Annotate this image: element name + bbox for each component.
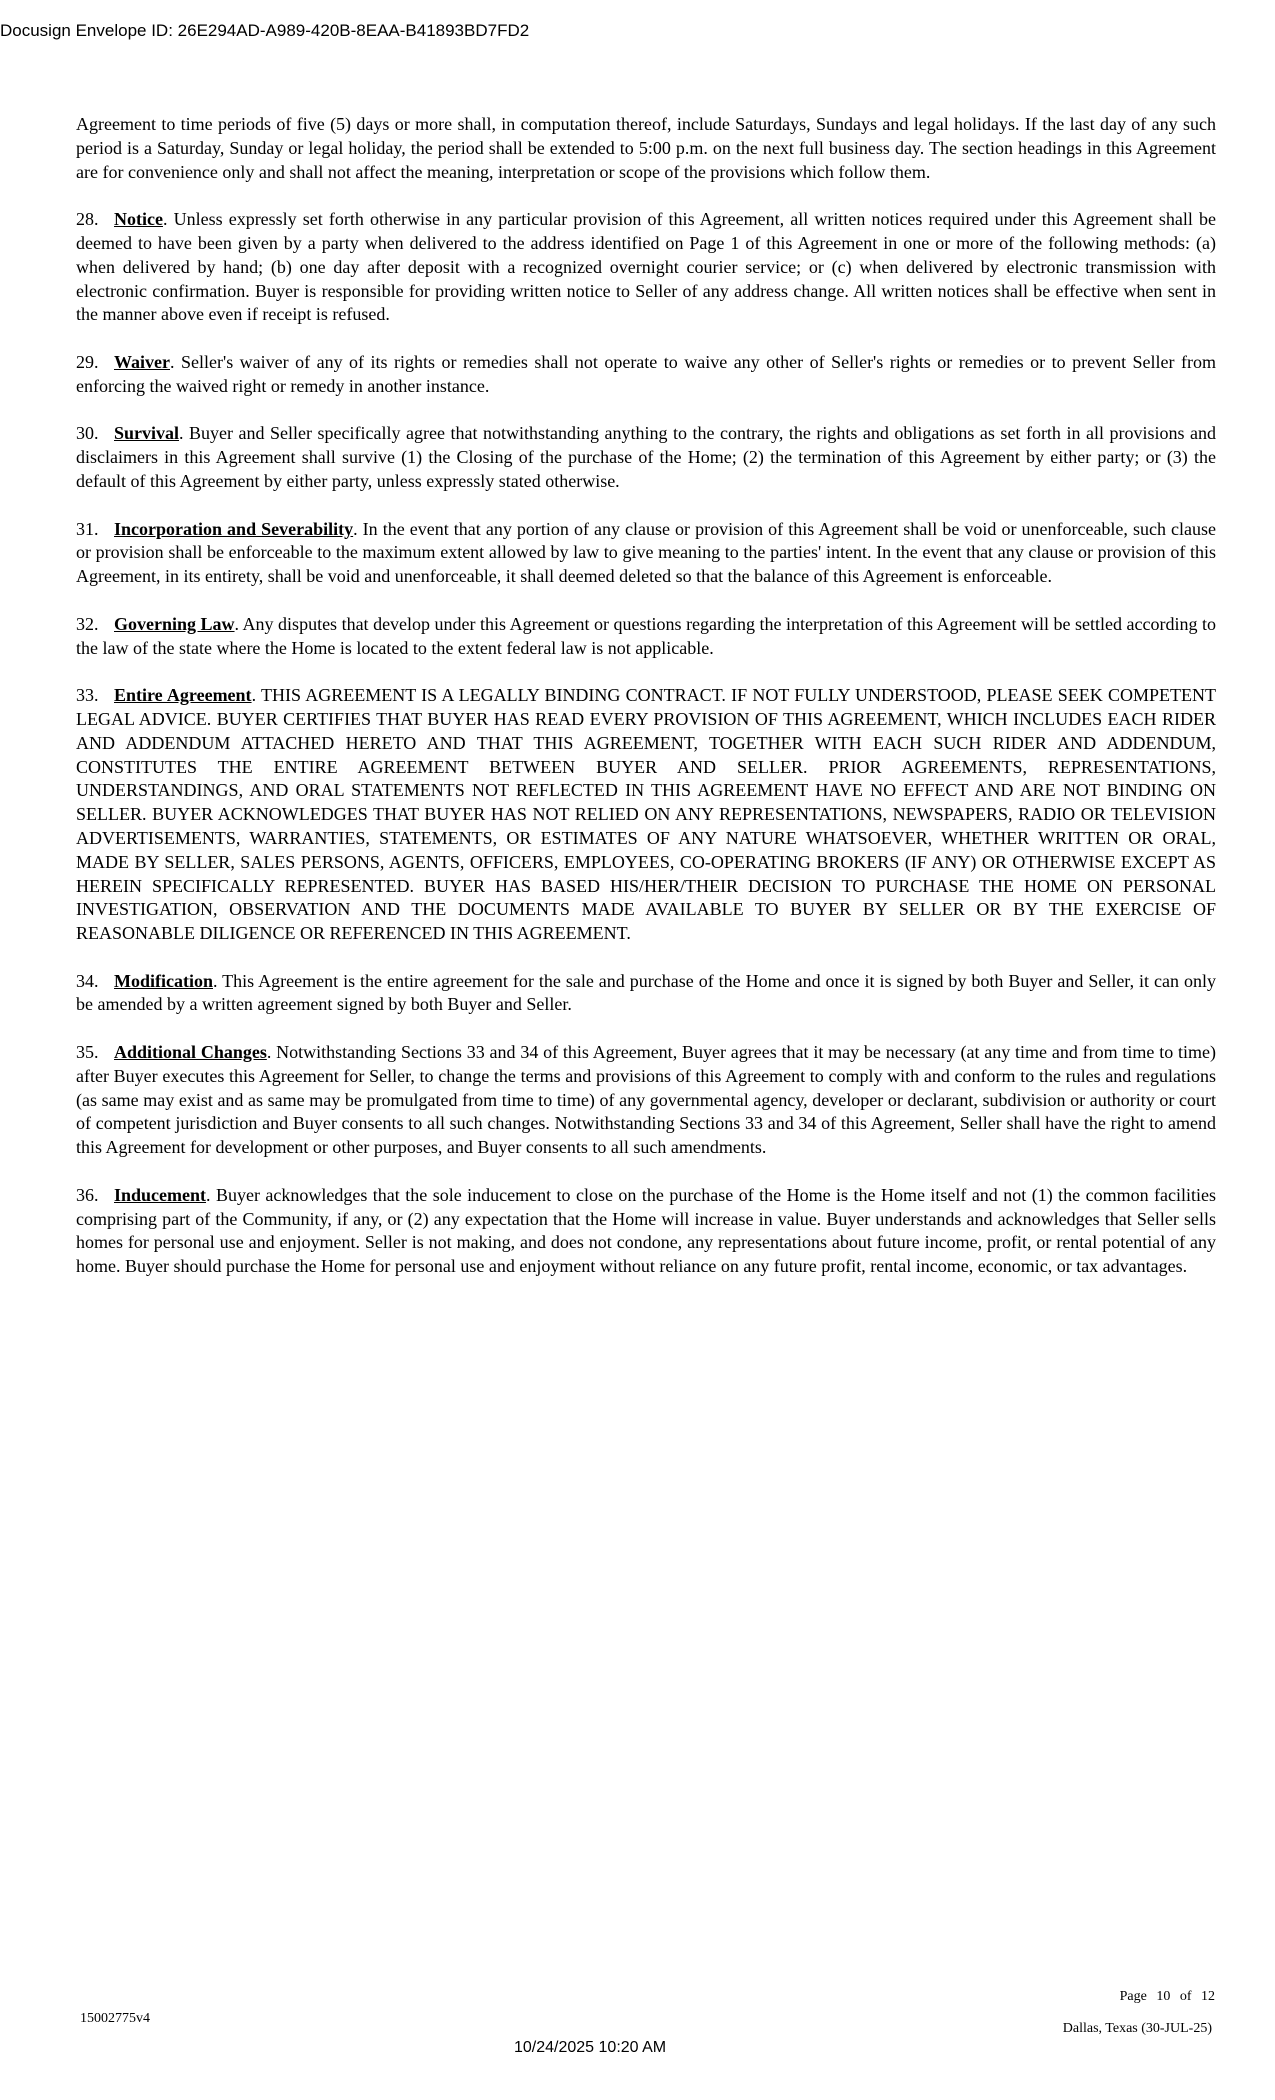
section-heading: Survival [114, 423, 180, 444]
section-heading: Incorporation and Severability [114, 518, 354, 539]
section-body: . Seller's waiver of any of its rights or remedies shall not operate to waive any other of Seller's rights or remedies or to prevent Seller from enforcing the waived right or remedy in another instance. [76, 351, 1216, 396]
section-body: . In the event that any portion of any clause or provision of this Agreement shall be void or unenforceable, such clause or provision shall be enforceable to the maximum extent allowed by law to give meaning to the parties' intent. In the event that any clause or provision of this Agreement, in its entirety, shall be void and unenforceable, it shall deemed deleted so that the balance of this Agreement is enforceable. [76, 518, 1216, 587]
page-indicator [1120, 1989, 1215, 2005]
page-total: 12 [1201, 1989, 1215, 2004]
section-heading: Entire Agreement [114, 685, 252, 706]
page-current: 10 [1156, 1989, 1171, 2004]
section-number: 31. [76, 518, 99, 539]
section-heading: Additional Changes [114, 1042, 267, 1063]
section-number: 32. [76, 613, 99, 634]
section-body: . Buyer acknowledges that the sole inducement to close on the purchase of the Home is the Home itself and not (1) the common facilities comprising part of the Community, if any, or (2) any expectation that the Home will increase in value. Buyer understands and acknowledges that Seller sells homes for personal use and enjoyment. Seller is not making, and does not condone, any representations about future income, profit, or rental potential of any home. Buyer should purchase the Home for personal use and enjoyment without reliance on any future profit, rental income, economic, or tax advantages. [76, 1184, 1216, 1277]
section-number: 29. [76, 351, 99, 372]
document-body [76, 113, 1216, 1303]
section-body: . Any disputes that develop under this Agreement or questions regarding the interpretation of this Agreement will be settled according to the law of the state where the Home is located to the extent federal law is not applicable. [76, 613, 1217, 658]
section-body: . THIS AGREEMENT IS A LEGALLY BINDING CONTRACT. IF NOT FULLY UNDERSTOOD, PLEASE SEEK COMPETENT LEGAL ADVICE. BUYER CERTIFIES THAT BUYER HAS READ EVERY PROVISION OF THIS AGREEMENT, WHICH INCLUDES EACH RIDER AND ADDENDUM ATTACHED HERETO AND THAT THIS AGREEMENT, TOGETHER WITH EACH SUCH RIDER AND ADDENDUM, CONSTITUTES THE ENTIRE AGREEMENT BETWEEN BUYER AND SELLER. PRIOR AGREEMENTS, REPRESENTATIONS, UNDERSTANDINGS, AND ORAL STATEMENTS NOT REFLECTED IN THIS AGREEMENT HAVE NO EFFECT AND ARE NOT BINDING ON SELLER. BUYER ACKNOWLEDGES THAT BUYER HAS NOT RELIED ON ANY REPRESENTATIONS, NEWSPAPERS, RADIO OR TELEVISION ADVERTISEMENTS, WARRANTIES, STATEMENTS, OR ESTIMATES OF ANY NATURE WHATSOEVER, WHETHER WRITTEN OR ORAL, MADE BY SELLER, SALES PERSONS, AGENTS, OFFICERS, EMPLOYEES, CO-OPERATING BROKERS (IF ANY) OR OTHERWISE EXCEPT AS HEREIN SPECIFICALLY REPRESENTED. BUYER HAS BASED HIS/HER/THEIR DECISION TO PURCHASE THE HOME ON PERSONAL INVESTIGATION, OBSERVATION AND THE DOCUMENTS MADE AVAILABLE TO BUYER BY SELLER OR BY THE EXERCISE OF REASONABLE DILIGENCE OR REFERENCED IN THIS AGREEMENT. [76, 685, 1216, 944]
section-number: 30. [76, 423, 99, 444]
section-number: 36. [76, 1184, 99, 1205]
section-heading: Governing Law [114, 613, 235, 634]
page-of: of [1179, 1989, 1192, 2004]
section-heading: Notice [114, 209, 163, 230]
section-body: . Unless expressly set forth otherwise in any particular provision of this Agreement, all written notices required under this Agreement shall be deemed to have been given by a party when delivered to the address identified on Page 1 of this Agreement in one or more of the following methods: (a) when delivered by hand; (b) one day after deposit with a recognized overnight courier service; or (c) when delivered by electronic transmission with electronic confirmation. Buyer is responsible for providing written notice to Seller of any address change. All written notices shall be effective when sent in the manner above even if receipt is refused. [76, 209, 1216, 325]
section-heading: Modification [114, 970, 213, 991]
envelope-id: Docusign Envelope ID: 26E294AD-A989-420B-8EAA-B41893BD7FD2 [0, 21, 530, 40]
section-32 [76, 613, 1216, 661]
intro-paragraph: Agreement to time periods of five (5) days or more shall, in computation thereof, include Saturdays, Sundays and legal holidays. If the last day of any such period is a Saturday, Sunday or legal holiday, the period shall be extended to 5:00 p.m. on the next full business day. The section headings in this Agreement are for convenience only and shall not affect the meaning, interpretation or scope of the provisions which follow them. [76, 114, 1216, 182]
section-35 [76, 1041, 1216, 1160]
signing-timestamp: 10/24/2025 10:20 AM [514, 2039, 667, 2056]
location-date: Dallas, Texas (30-JUL-25) [1062, 2021, 1212, 2036]
section-28 [76, 208, 1216, 327]
section-number: 33. [76, 685, 99, 706]
section-31 [76, 518, 1216, 589]
section-body: . Buyer and Seller specifically agree that notwithstanding anything to the contrary, the rights and obligations as set forth in all provisions and disclaimers in this Agreement shall survive (1) the Closing of the purchase of the Home; (2) the termination of this Agreement by either party; or (3) the default of this Agreement by either party, unless expressly stated otherwise. [76, 423, 1216, 491]
section-body: . Notwithstanding Sections 33 and 34 of this Agreement, Buyer agrees that it may be necessary (at any time and from time to time) after Buyer executes this Agreement for Seller, to change the terms and provisions of this Agreement to comply with and conform to the rules and regulations (as same may exist and as same may be promulgated from time to time) of any governmental agency, developer or declarant, subdivision or authority or court of competent jurisdiction and Buyer consents to all such changes. Notwithstanding Sections 33 and 34 of this Agreement, Seller shall have the right to amend this Agreement for development or other purposes, and Buyer consents to all such amendments. [76, 1042, 1216, 1158]
section-number: 34. [76, 970, 99, 991]
section-30 [76, 422, 1216, 493]
section-number: 28. [76, 209, 99, 230]
page-label: Page [1119, 1989, 1147, 2004]
section-heading: Inducement [114, 1184, 207, 1205]
section-36 [76, 1184, 1216, 1279]
section-number: 35. [76, 1042, 99, 1063]
section-29 [76, 351, 1216, 399]
section-heading: Waiver [114, 351, 170, 372]
section-33 [76, 684, 1216, 946]
doc-code: 15002775v4 [80, 2011, 150, 2026]
section-34 [76, 970, 1216, 1018]
section-body: . This Agreement is the entire agreement for the sale and purchase of the Home and once it is signed by both Buyer and Seller, it can only be amended by a written agreement signed by both Buyer and Seller. [76, 970, 1216, 1015]
